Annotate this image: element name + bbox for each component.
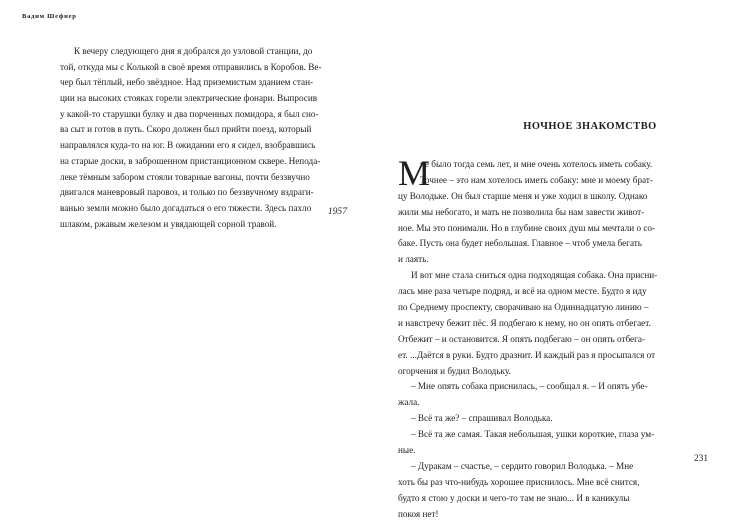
text-line: – Мне опять собака приснилась, – сообщал я. – И опять убе- bbox=[411, 381, 648, 392]
text-line: будто я стою у доски и чего-то там не знаю... И в каникулы bbox=[398, 492, 630, 503]
text-line: ванью земли можно было догадаться о его тяжести. Здесь пахло bbox=[60, 202, 312, 213]
text-line: двигался маневровый паровоз, и только по беззвучному вздраги- bbox=[60, 187, 314, 198]
text-line: направлялся куда-то на юг. В ожидании его я сидел, взобравшись bbox=[60, 140, 316, 151]
text-line: не было тогда семь лет, и мне очень хотелось иметь собаку. bbox=[420, 159, 653, 169]
text-line: Отбежит – и остановится. Я опять подбегаю – он опять отбега- bbox=[398, 333, 646, 344]
text-line: ва сыт и готов в путь. Скоро должен был прийти поезд, который bbox=[60, 124, 312, 135]
text-line: чер был тёплый, небо звёздное. Над приземистым зданием стан- bbox=[60, 77, 314, 88]
left-page bbox=[0, 0, 375, 479]
text-line: лась мне раза четыре подряд, и всё на одном месте. Будто я иду bbox=[398, 286, 647, 297]
text-line: И вот мне стала сниться одна подходящая собака. Она присни- bbox=[411, 270, 658, 281]
text-line: по Среднему проспекту, сворачиваю на Одиннадцатую линию – bbox=[398, 302, 649, 313]
text-line: – Дуракам – счастье, – сердито говорил Володька. – Мне bbox=[411, 460, 634, 471]
text-line: той, откуда мы с Колькой в своё время отправились в Коробов. Ве- bbox=[60, 61, 322, 72]
text-line: баке. Пусть она будет небольшая. Главное – чтоб умела бегать bbox=[398, 238, 642, 249]
drop-cap: М bbox=[398, 153, 431, 193]
text-line: и лаять. bbox=[398, 254, 429, 265]
right-page-text bbox=[398, 153, 718, 522]
page-number: 231 bbox=[693, 454, 708, 464]
text-line: и навстречу бежит пёс. Я подбегаю к нему, но он опять отбегает. bbox=[398, 317, 651, 328]
text-line: Точнее – это нам хотелось иметь собаку: мне и моему брат- bbox=[420, 174, 653, 185]
text-line: жили мы небогато, и мать не позволила бы нам завести живот- bbox=[398, 206, 645, 217]
text-line: – Всё та же? – спрашивал Володька. bbox=[411, 413, 553, 424]
text-line: на старые доски, в заброшенном пристанционном сквере. Непода- bbox=[60, 155, 321, 166]
left-page-text bbox=[60, 44, 362, 232]
text-line: цу Володьке. Он был старше меня и уже ходил в школу. Однако bbox=[398, 190, 648, 201]
chapter-title: НОЧНОЕ ЗНАКОМСТВО bbox=[523, 121, 657, 132]
text-line: ные. bbox=[398, 445, 416, 456]
text-line: огорчения и будил Володьку. bbox=[398, 365, 511, 376]
text-line: К вечеру следующего дня я добрался до узловой станции, до bbox=[74, 46, 313, 56]
story-date: 1957 bbox=[327, 206, 347, 217]
text-line: ции на высоких стояках горели электрические фонари. Выпросив bbox=[60, 93, 318, 104]
running-head: Вадим Шефнер bbox=[22, 13, 77, 20]
text-line: ет. ...Даётся в руки. Будто дразнит. И каждый раз я просыпался от bbox=[398, 349, 656, 360]
text-line: хоть бы раз что-нибудь хорошее приснилось. Мне всё снится, bbox=[398, 476, 640, 487]
text-line: шлаком, ржавым железом и увядающей сорной травой. bbox=[60, 218, 277, 229]
text-line: ное. Мы это понимали. Но в глубине своих душ мы мечтали о со- bbox=[398, 222, 656, 233]
right-page bbox=[375, 0, 750, 519]
text-line: у какой-то старушки булку и два порченных помидора, я был сно- bbox=[60, 108, 319, 119]
text-line: жала. bbox=[398, 397, 420, 408]
text-line: – Всё та же самая. Такая небольшая, ушки короткие, глаза ум- bbox=[411, 429, 655, 440]
text-line: покоя нет! bbox=[398, 508, 439, 519]
text-line: леке тёмным забором стояли товарные вагоны, почти беззвучно bbox=[60, 171, 310, 182]
